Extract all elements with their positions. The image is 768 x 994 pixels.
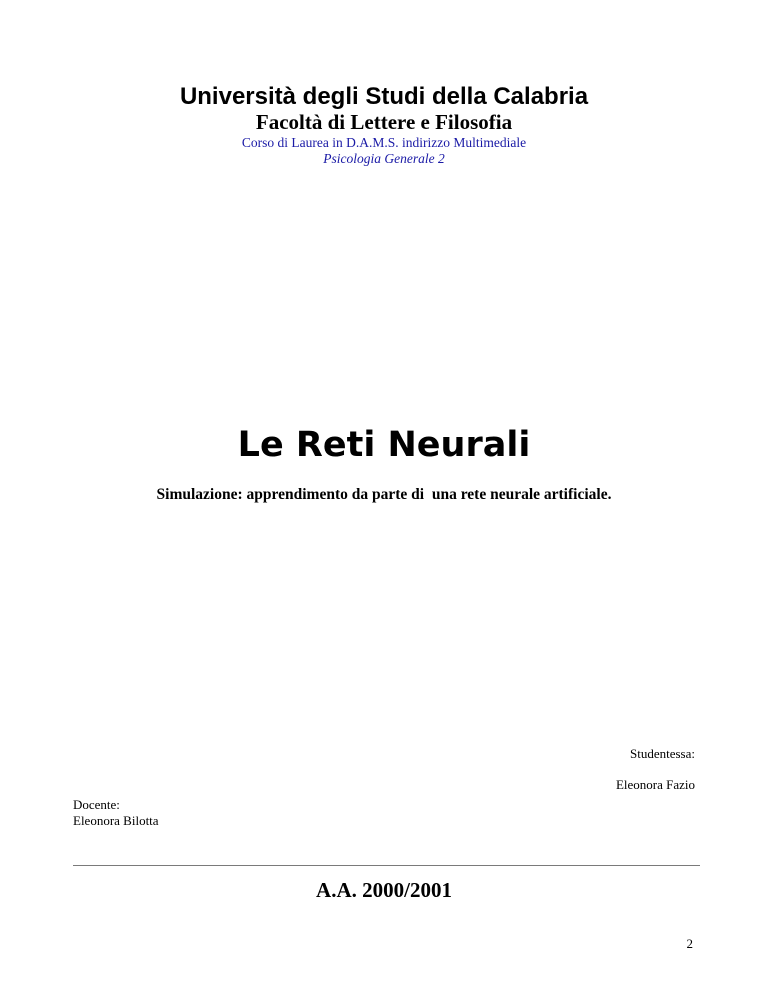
student-name: Eleonora Fazio	[615, 777, 695, 792]
course-name: Corso di Laurea in D.A.M.S. indirizzo Multimediale	[241, 135, 527, 150]
academic-year: A.A. 2000/2001	[316, 878, 452, 902]
horizontal-divider	[73, 865, 700, 866]
faculty-name: Facoltà di Lettere e Filosofia	[255, 110, 513, 134]
university-name: Università degli Studi della Calabria	[179, 83, 589, 110]
teacher-name: Eleonora Bilotta	[73, 813, 159, 828]
page-title: Le Reti Neurali	[237, 425, 531, 465]
page-number: 2	[686, 936, 693, 951]
teacher-label: Docente:	[73, 797, 120, 812]
subject-name: Psicologia Generale 2	[323, 151, 445, 166]
page-subtitle: Simulazione: apprendimento da parte di una rete neurale artificiale.	[156, 486, 612, 503]
student-label: Studentessa:	[630, 746, 695, 761]
